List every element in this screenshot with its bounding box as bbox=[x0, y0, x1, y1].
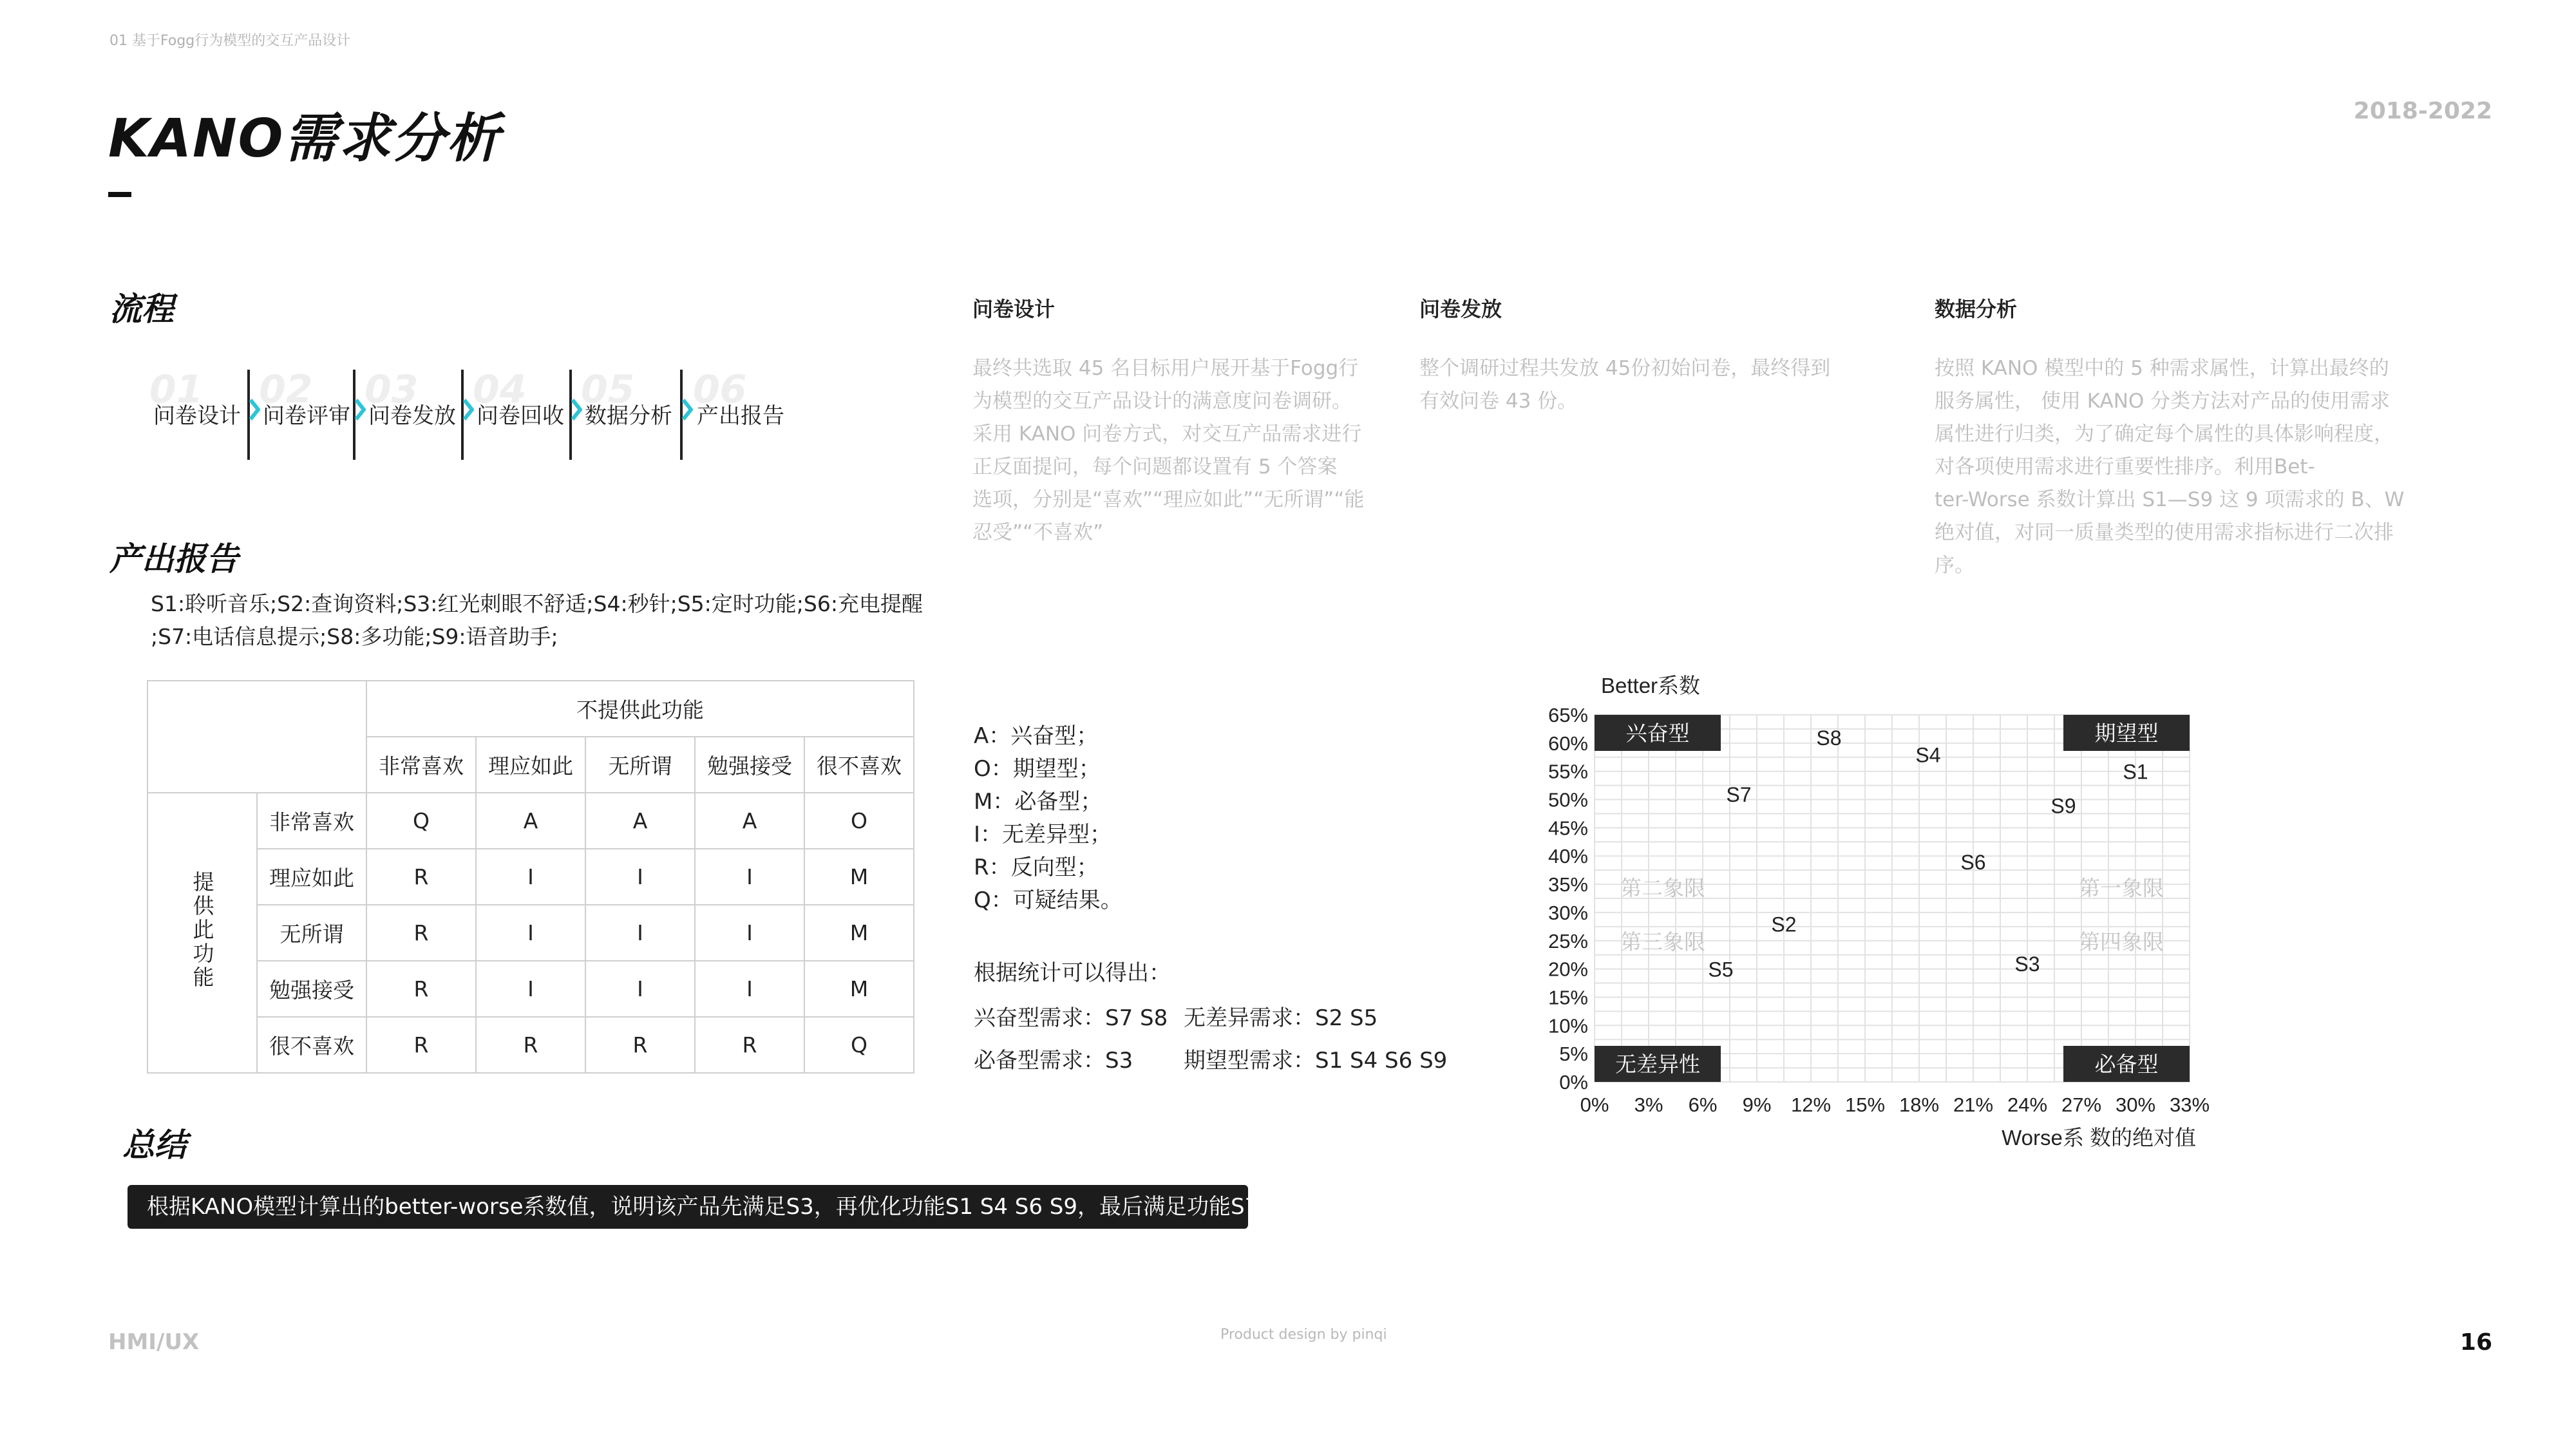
column-heading: 数据分析 bbox=[1935, 297, 2018, 321]
row-header: 理应如此 bbox=[257, 849, 366, 905]
table-cell: A bbox=[585, 793, 695, 849]
chevron-right-icon bbox=[354, 398, 366, 421]
table-cell: Q bbox=[366, 793, 476, 849]
quadrant-label: 第四象限 bbox=[2079, 929, 2164, 954]
legend-item: A：兴奋型； bbox=[974, 723, 1099, 749]
text-line: ter-Worse 系数计算出 S1—S9 这 9 项需求的 B、W bbox=[1935, 488, 2405, 511]
x-tick-label: 27% bbox=[2061, 1094, 2102, 1116]
y-tick-label: 40% bbox=[1548, 845, 1588, 868]
table-cell: R bbox=[366, 1017, 476, 1073]
x-tick-label: 0% bbox=[1580, 1094, 1609, 1116]
table-cell: R bbox=[366, 961, 476, 1017]
y-tick-label: 35% bbox=[1548, 873, 1588, 896]
y-tick-label: 60% bbox=[1548, 732, 1588, 755]
table-cell: I bbox=[585, 905, 695, 961]
text-line: 序。 bbox=[1935, 554, 1975, 577]
table-cell: A bbox=[476, 793, 585, 849]
text-line: 有效问卷 43 份。 bbox=[1419, 390, 1578, 413]
kano-legend bbox=[974, 720, 1122, 917]
table-cell: I bbox=[476, 849, 585, 905]
table-cell: O bbox=[804, 793, 914, 849]
col-header: 理应如此 bbox=[476, 737, 585, 793]
quadrant-type-label: 期望型 bbox=[2094, 721, 2159, 745]
text-line: 正反面提问，每个问题都设置有 5 个答案 bbox=[972, 455, 1338, 478]
conclusion-intro: 根据统计可以得出： bbox=[974, 960, 1171, 986]
conclusion-item: 必备型需求：S3 bbox=[974, 1048, 1133, 1074]
quadrant-label: 第二象限 bbox=[1620, 876, 1705, 900]
x-tick-label: 24% bbox=[2007, 1094, 2048, 1116]
legend-item: M：必备型； bbox=[974, 789, 1103, 815]
report-heading: 产出报告 bbox=[109, 540, 238, 578]
x-tick-label: 9% bbox=[1742, 1094, 1772, 1116]
conclusion-item: 兴奋型需求：S7 S8 bbox=[974, 1005, 1168, 1031]
chevron-right-icon bbox=[462, 398, 474, 421]
chevron-right-icon bbox=[571, 398, 582, 421]
column-survey-distribution bbox=[1419, 293, 1838, 418]
legend-item: O：期望型； bbox=[974, 756, 1101, 782]
data-point-label: S1 bbox=[2123, 760, 2148, 784]
y-axis-title: Better系数 bbox=[1601, 674, 1701, 697]
y-tick-label: 0% bbox=[1559, 1071, 1588, 1094]
table-cell: A bbox=[695, 793, 804, 849]
quadrant-type-label: 无差异性 bbox=[1615, 1052, 1700, 1076]
data-point-label: S8 bbox=[1816, 726, 1842, 750]
scatter-plot bbox=[1546, 663, 2228, 1166]
column-heading: 问卷设计 bbox=[972, 297, 1056, 321]
row-header: 很不喜欢 bbox=[257, 1017, 366, 1073]
row-header: 非常喜欢 bbox=[257, 793, 366, 849]
title-underline bbox=[108, 192, 131, 197]
better-worse-chart bbox=[1546, 663, 2228, 1166]
table-cell: I bbox=[585, 849, 695, 905]
legend-item: Q：可疑结果。 bbox=[974, 887, 1122, 913]
y-tick-label: 5% bbox=[1559, 1043, 1588, 1066]
text-line: 对各项使用需求进行重要性排序。利用Bet- bbox=[1935, 455, 2315, 478]
text-line: 属性进行归类，为了确定每个属性的具体影响程度， bbox=[1935, 422, 2394, 446]
table-row bbox=[147, 1017, 914, 1073]
step-number: 05 bbox=[581, 367, 635, 412]
conclusion-item: 无差异需求：S2 S5 bbox=[1184, 1005, 1378, 1031]
step-number: 03 bbox=[365, 367, 419, 412]
table-cell: I bbox=[695, 961, 804, 1017]
row-header: 无所谓 bbox=[257, 905, 366, 961]
step-number: 02 bbox=[259, 367, 313, 412]
x-tick-label: 30% bbox=[2115, 1094, 2156, 1116]
table-cell: I bbox=[695, 905, 804, 961]
y-tick-label: 50% bbox=[1548, 788, 1588, 811]
text-line: 最终共选取 45 名目标用户展开基于Fogg行 bbox=[972, 357, 1359, 380]
y-tick-label: 45% bbox=[1548, 817, 1588, 840]
x-axis-title: Worse系 数的绝对值 bbox=[2002, 1126, 2196, 1150]
table-cell: R bbox=[585, 1017, 695, 1073]
col-header: 勉强接受 bbox=[695, 737, 804, 793]
table-cell: R bbox=[366, 849, 476, 905]
table-corner bbox=[147, 681, 366, 793]
row-header: 勉强接受 bbox=[257, 961, 366, 1017]
text-line: S1:聆听音乐;S2:查询资料;S3:红光刺眼不舒适;S4:秒针;S5:定时功能;S6:充电提醒 bbox=[151, 591, 923, 616]
table-cell: R bbox=[366, 905, 476, 961]
table-row bbox=[147, 793, 914, 849]
text-line: 为模型的交互产品设计的满意度问卷调研。 bbox=[972, 390, 1352, 413]
text-line: 忍受”“不喜欢” bbox=[972, 521, 1104, 544]
step-label: 数据分析 bbox=[585, 403, 672, 429]
table-cell: I bbox=[585, 961, 695, 1017]
x-tick-label: 3% bbox=[1634, 1094, 1663, 1116]
x-tick-label: 33% bbox=[2169, 1094, 2210, 1116]
table-cell: I bbox=[476, 961, 585, 1017]
y-tick-label: 20% bbox=[1548, 958, 1588, 981]
y-tick-label: 65% bbox=[1548, 704, 1588, 726]
needs-list bbox=[151, 587, 923, 653]
column-data-analysis bbox=[1935, 293, 2437, 582]
year-range: 2018-2022 bbox=[2353, 98, 2492, 124]
quadrant-type-label: 必备型 bbox=[2094, 1052, 2159, 1076]
col-header: 非常喜欢 bbox=[366, 737, 476, 793]
quadrant-type-label: 兴奋型 bbox=[1625, 721, 1690, 745]
x-tick-label: 12% bbox=[1790, 1094, 1832, 1116]
column-heading: 问卷发放 bbox=[1419, 297, 1502, 321]
process-heading: 流程 bbox=[109, 290, 174, 328]
summary-heading: 总结 bbox=[122, 1126, 187, 1164]
x-tick-label: 15% bbox=[1844, 1094, 1886, 1116]
table-cell: M bbox=[804, 905, 914, 961]
breadcrumb: 01 基于Fogg行为模型的交互产品设计 bbox=[109, 33, 351, 49]
data-point-label: S6 bbox=[1960, 851, 1986, 874]
x-tick-label: 21% bbox=[1953, 1094, 1994, 1116]
step-number: 06 bbox=[693, 367, 747, 412]
quadrant-label: 第三象限 bbox=[1620, 929, 1705, 954]
legend-item: I：无差异型； bbox=[974, 822, 1112, 848]
col-header: 很不喜欢 bbox=[804, 737, 914, 793]
step-number: 01 bbox=[149, 367, 204, 412]
table-cell: I bbox=[476, 905, 585, 961]
data-point-label: S2 bbox=[1771, 913, 1797, 936]
text-line: 整个调研过程共发放 45份初始问卷，最终得到 bbox=[1419, 357, 1831, 380]
data-point-label: S9 bbox=[2050, 794, 2076, 818]
legend-item: R：反向型； bbox=[974, 855, 1099, 880]
step-number: 04 bbox=[473, 367, 527, 412]
text-line: 绝对值，对同一质量类型的使用需求指标进行二次排 bbox=[1935, 521, 2394, 544]
text-line: 服务属性， 使用 KANO 分类方法对产品的使用需求 bbox=[1935, 390, 2391, 413]
x-tick-label: 6% bbox=[1688, 1094, 1718, 1116]
table-cell: Q bbox=[804, 1017, 914, 1073]
chevron-right-icon bbox=[681, 398, 693, 421]
text-line: ;S7:电话信息提示;S8:多功能;S9:语音助手; bbox=[151, 624, 558, 649]
y-tick-label: 10% bbox=[1548, 1014, 1588, 1037]
column-body bbox=[972, 352, 1391, 549]
data-point-label: S4 bbox=[1915, 743, 1941, 767]
y-tick-label: 55% bbox=[1548, 760, 1588, 783]
conclusion-item: 期望型需求：S1 S4 S6 S9 bbox=[1184, 1048, 1448, 1074]
column-body bbox=[1935, 352, 2437, 582]
chevron-right-icon bbox=[249, 398, 260, 421]
table-row bbox=[147, 961, 914, 1017]
side-header-text: 提供此功能 bbox=[189, 871, 215, 990]
page-title: KANO需求分析 bbox=[108, 108, 501, 169]
step-label: 问卷发放 bbox=[368, 403, 456, 429]
table-cell: R bbox=[695, 1017, 804, 1073]
y-tick-label: 25% bbox=[1548, 929, 1588, 952]
data-point-label: S5 bbox=[1708, 958, 1734, 981]
footer-category: HMI/UX bbox=[108, 1329, 200, 1355]
table-cell: M bbox=[804, 961, 914, 1017]
col-header: 无所谓 bbox=[585, 737, 695, 793]
step-label: 问卷设计 bbox=[153, 403, 241, 429]
step-label: 问卷回收 bbox=[477, 403, 564, 429]
step-label: 问卷评审 bbox=[263, 403, 350, 429]
table-side-header bbox=[147, 793, 257, 1073]
page-number: 16 bbox=[2459, 1329, 2492, 1356]
quadrant-label: 第一象限 bbox=[2079, 876, 2164, 900]
text-line: 选项，分别是“喜欢”“理应如此”“无所谓”“能 bbox=[972, 488, 1365, 511]
column-survey-design bbox=[972, 293, 1391, 549]
x-tick-label: 18% bbox=[1899, 1094, 1940, 1116]
data-point-label: S3 bbox=[2014, 952, 2040, 976]
data-point-label: S7 bbox=[1726, 782, 1752, 806]
table-cell: M bbox=[804, 849, 914, 905]
table-cell: R bbox=[476, 1017, 585, 1073]
y-tick-label: 30% bbox=[1548, 901, 1588, 924]
table-top-header: 不提供此功能 bbox=[366, 681, 914, 737]
step-label: 产出报告 bbox=[697, 403, 784, 429]
kano-evaluation-table bbox=[147, 680, 914, 1074]
y-tick-label: 15% bbox=[1548, 986, 1588, 1009]
summary-banner: 根据KANO模型计算出的better-worse系数值，说明该产品先满足S3，再优化功能S1 S4 S6 S9，最后满足功能S7 S8。 bbox=[128, 1185, 1248, 1229]
footer-credit: Product design by pinqi bbox=[1220, 1327, 1387, 1343]
text-line: 按照 KANO 模型中的 5 种需求属性，计算出最终的 bbox=[1935, 357, 2389, 380]
table-cell: I bbox=[695, 849, 804, 905]
table-row bbox=[147, 849, 914, 905]
text-line: 采用 KANO 问卷方式，对交互产品需求进行 bbox=[972, 422, 1362, 446]
column-body bbox=[1419, 352, 1838, 418]
table-row bbox=[147, 905, 914, 961]
